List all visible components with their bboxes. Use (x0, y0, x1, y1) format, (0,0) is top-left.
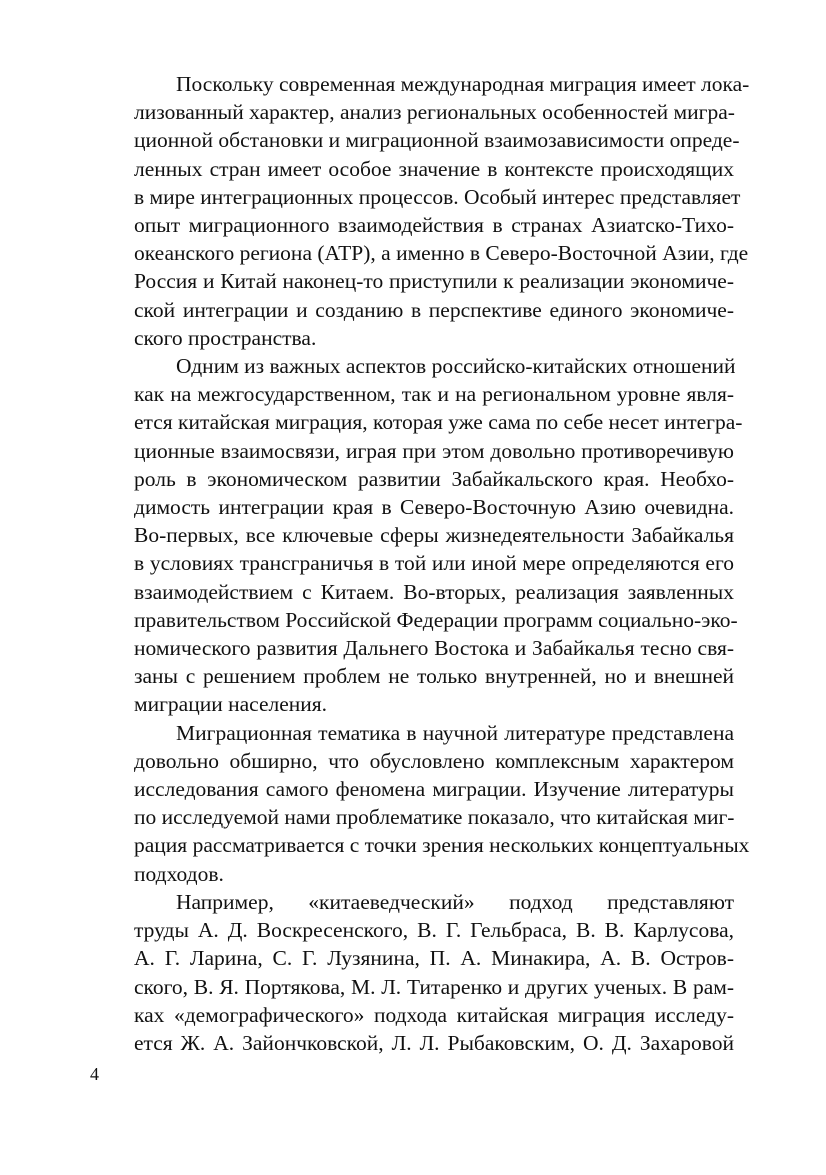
paragraph-3 (92, 719, 750, 888)
text-line: роль в экономическом развитии Забайкальского края. Необхо- (134, 466, 734, 491)
text-line: океанского региона (АТР), а именно в Северо-Восточной Азии, где (134, 241, 749, 266)
text-line: лизованный характер, анализ региональных особенностей мигра- (134, 100, 735, 125)
text-line: А. Г. Ларина, С. Г. Лузянина, П. А. Минакира, А. В. Остров- (134, 946, 734, 971)
text-line: ках «демографического» подхода китайская миграция исследу- (134, 1002, 734, 1027)
page-number: 4 (90, 1064, 99, 1084)
text-line: ется Ж. А. Зайончковской, Л. Л. Рыбаковским, О. Д. Захаровой (134, 1030, 734, 1055)
text-line: номического развития Дальнего Востока и Забайкалья тесно свя- (134, 636, 734, 661)
text-line: Россия и Китай наконец-то приступили к реализации экономиче- (134, 269, 734, 294)
text-line: рация рассматривается с точки зрения нескольких концептуальных (134, 833, 750, 858)
text-line: подходов. (134, 861, 224, 886)
text-line: исследования самого феномена миграции. Изучение литературы (134, 777, 734, 802)
text-line: довольно обширно, что обусловлено комплексным характером (134, 748, 734, 773)
text-line: в мире интеграционных процессов. Особый интерес представляет (134, 184, 741, 209)
paragraph-2 (92, 352, 743, 719)
paragraph-4 (92, 888, 734, 1057)
text-line: Миграционная тематика в научной литературе представлена (176, 720, 734, 745)
text-line: ской интеграции и созданию в перспективе единого экономиче- (134, 297, 734, 322)
text-line: заны с решением проблем не только внутренней, но и внешней (134, 664, 734, 689)
text-line: ется китайская миграция, которая уже сама по себе несет интегра- (134, 410, 743, 435)
text-line: Поскольку современная международная миграция имеет лока- (176, 72, 750, 96)
text-line: ционной обстановки и миграционной взаимозависимости опреде- (134, 128, 740, 153)
text-line: ского пространства. (134, 325, 317, 350)
text-line: по исследуемой нами проблематике показало, что китайская миг- (134, 805, 735, 830)
text-line: ского, В. Я. Портякова, М. Л. Титаренко и других ученых. В рам- (134, 974, 734, 999)
text-line: Во-первых, все ключевые сферы жизнедеятельности Забайкалья (134, 523, 734, 548)
body-text (92, 70, 750, 1057)
text-line: Например, «китаеведческий» подход представляют (176, 889, 734, 914)
text-line: ционные взаимосвязи, играя при этом довольно противоречивую (134, 438, 734, 463)
text-line: как на межгосударственном, так и на региональном уровне явля- (134, 382, 734, 407)
text-line: труды А. Д. Воскресенского, В. Г. Гельбраса, В. В. Карлусова, (134, 918, 734, 943)
paragraph-1 (92, 70, 750, 352)
text-line: димость интеграции края в Северо-Восточную Азию очевидна. (134, 495, 734, 520)
text-line: опыт миграционного взаимодействия в странах Азиатско-Тихо- (134, 213, 734, 238)
text-line: взаимодействием с Китаем. Во-вторых, реализация заявленных (134, 579, 734, 604)
text-line: правительством Российской Федерации программ социально-эко- (134, 607, 738, 632)
text-line: миграции населения. (134, 692, 328, 717)
text-line: ленных стран имеет особое значение в контексте происходящих (134, 156, 734, 181)
text-line: в условиях трансграничья в той или иной мере определяются его (134, 551, 734, 576)
text-line: Одним из важных аспектов российско-китайских отношений (176, 354, 736, 379)
